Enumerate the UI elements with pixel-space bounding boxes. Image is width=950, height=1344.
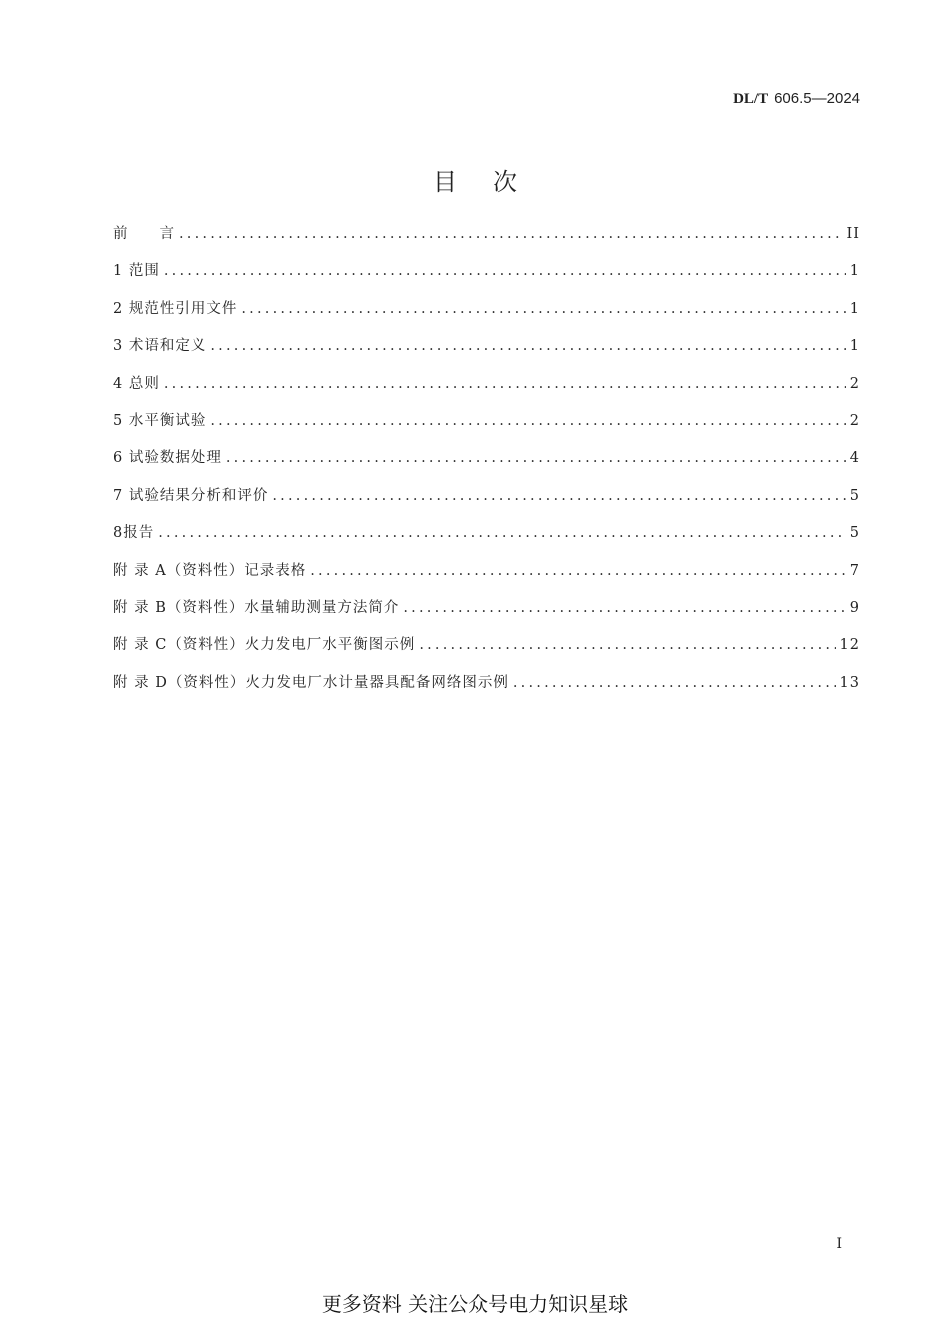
toc-entry-label: 7 试验结果分析和评价 xyxy=(113,487,269,504)
dot-leader xyxy=(310,563,846,579)
dot-leader xyxy=(210,338,845,354)
dot-leader xyxy=(419,637,835,653)
toc-entry-label: 附 录 C（资料性）火力发电厂水平衡图示例 xyxy=(113,637,416,654)
toc-entry-page: 5 xyxy=(849,525,860,542)
code-number: 606.5—2024 xyxy=(774,90,860,107)
toc-entry-page: 4 xyxy=(849,450,860,467)
toc-entry-page: 1 xyxy=(849,300,860,317)
toc-entry-label: 4 总则 xyxy=(113,375,160,392)
toc-entry-page: 12 xyxy=(839,637,860,654)
toc-entry-page: 9 xyxy=(849,599,860,616)
dot-leader xyxy=(210,413,845,429)
dot-leader xyxy=(164,376,846,392)
toc-entry[interactable] xyxy=(113,671,860,708)
toc-entry[interactable] xyxy=(113,633,860,670)
toc-entry-page: 2 xyxy=(849,412,860,429)
toc-entry[interactable] xyxy=(113,521,860,558)
toc-entry-label: 5 水平衡试验 xyxy=(113,412,207,429)
toc-entry-label: 8报告 xyxy=(113,525,155,542)
toc-entry[interactable] xyxy=(113,446,860,483)
table-of-contents xyxy=(113,222,860,708)
dot-leader xyxy=(513,675,836,691)
toc-entry-label: 2 规范性引用文件 xyxy=(113,300,238,317)
toc-entry-page: 1 xyxy=(849,338,860,355)
toc-entry[interactable] xyxy=(113,259,860,296)
toc-entry-label: 3 术语和定义 xyxy=(113,338,207,355)
dot-leader xyxy=(164,263,846,279)
dot-leader xyxy=(179,226,843,242)
dot-leader xyxy=(403,600,845,616)
toc-entry-page: 5 xyxy=(849,487,860,504)
toc-entry[interactable] xyxy=(113,334,860,371)
toc-entry-page: 13 xyxy=(839,674,860,691)
toc-entry[interactable] xyxy=(113,559,860,596)
toc-entry-page: 2 xyxy=(849,375,860,392)
toc-entry[interactable] xyxy=(113,222,860,259)
dot-leader xyxy=(272,488,845,504)
toc-entry-label: 1 范围 xyxy=(113,263,160,280)
toc-entry[interactable] xyxy=(113,596,860,633)
toc-entry-page: 7 xyxy=(849,562,860,579)
dot-leader xyxy=(226,450,846,466)
page-title: 目次 xyxy=(433,168,553,196)
footer-note: 更多资料 关注公众号电力知识星球 xyxy=(321,1292,629,1316)
toc-entry-label: 附 录 D（资料性）火力发电厂水计量器具配备网络图示例 xyxy=(113,674,509,691)
toc-entry-label: 前 言 xyxy=(113,226,175,242)
page-number: I xyxy=(836,1236,842,1252)
toc-entry-page: II xyxy=(846,226,860,242)
standard-code xyxy=(733,90,860,108)
toc-entry-label: 附 录 A（资料性）记录表格 xyxy=(113,562,307,579)
dot-leader xyxy=(241,301,845,317)
toc-entry-label: 附 录 B（资料性）水量辅助测量方法简介 xyxy=(113,599,400,616)
toc-entry[interactable] xyxy=(113,372,860,409)
code-prefix: DL/T xyxy=(733,91,769,107)
toc-entry[interactable] xyxy=(113,297,860,334)
toc-entry-label: 6 试验数据处理 xyxy=(113,450,222,467)
toc-entry[interactable] xyxy=(113,484,860,521)
dot-leader xyxy=(158,525,846,541)
toc-entry[interactable] xyxy=(113,409,860,446)
toc-entry-page: 1 xyxy=(849,263,860,280)
